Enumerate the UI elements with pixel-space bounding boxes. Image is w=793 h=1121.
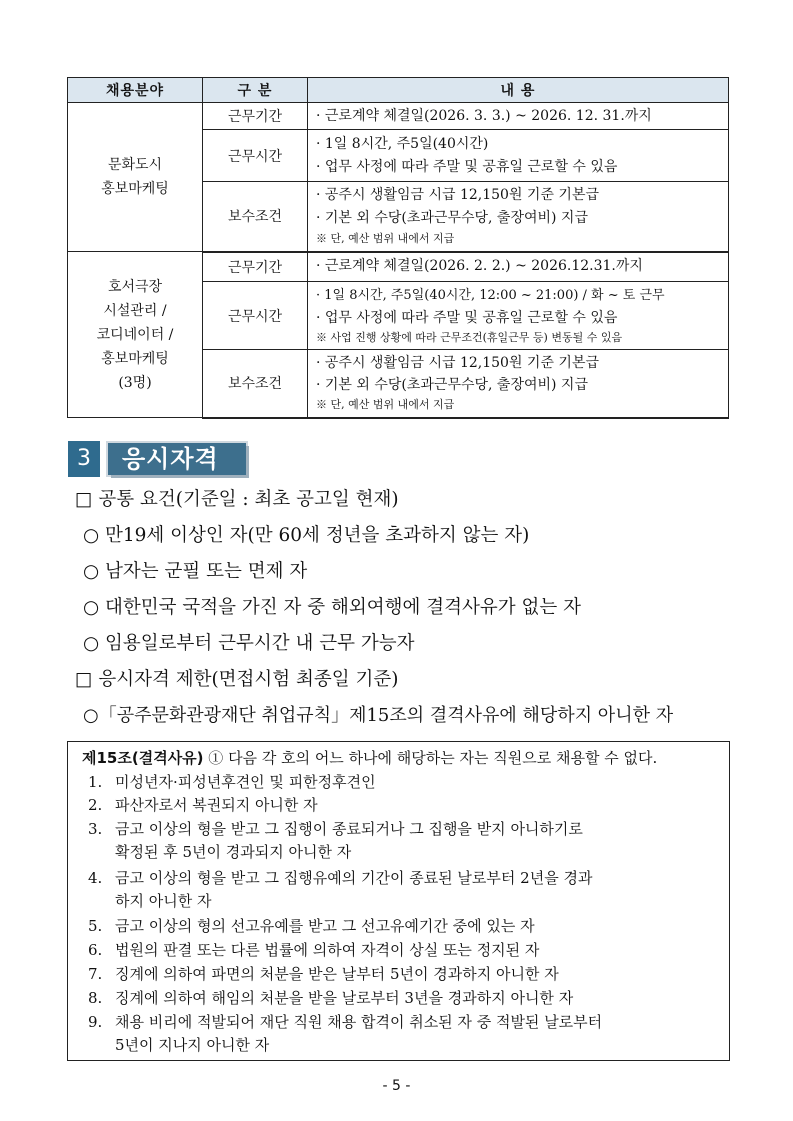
item-number: 9.	[88, 1013, 103, 1031]
field-cell	[68, 252, 203, 418]
article-item	[88, 794, 318, 817]
header-content: 내 용	[308, 78, 729, 103]
field-line: 홍보마케팅	[101, 181, 169, 197]
article-heading	[82, 747, 657, 769]
content-line: · 1일 8시간, 주5일(40시간)	[316, 135, 489, 152]
restriction-item: ○「공주문화관광재단 취업규칙」제15조의 결격사유에 해당하지 아니한 자	[83, 705, 674, 726]
content-note: ※ 단, 예산 범위 내에서 지급	[316, 398, 455, 412]
content-cell	[308, 350, 729, 418]
section-title-box	[106, 441, 248, 477]
item-text: 징계에 의하여 파면의 처분을 받은 날부터 5년이 경과하지 아니한 자	[115, 965, 559, 983]
content-line: · 업무 사정에 따라 주말 및 공휴일 근로할 수 있음	[316, 158, 618, 175]
item-text: 금고 이상의 형을 받고 그 집행이 종료되거나 그 집행을 받지 아니하기로	[115, 820, 583, 838]
item-number: 5.	[88, 917, 103, 935]
item-number: 8.	[88, 989, 103, 1007]
article-item	[88, 987, 573, 1010]
content-line: · 공주시 생활임금 시급 12,150원 기준 기본급	[316, 355, 599, 372]
header-field: 채용분야	[68, 78, 203, 103]
article-item	[88, 1011, 602, 1034]
item-text: 법원의 판결 또는 다른 법률에 의하여 자격이 상실 또는 정지된 자	[115, 941, 540, 959]
item-continuation: 확정된 후 5년이 경과되지 아니한 자	[115, 843, 352, 861]
content-note: ※ 사업 진행 상황에 따라 근무조건(휴일근무 등) 변동될 수 있음	[316, 330, 623, 344]
content-line: · 기본 외 수당(초과근무수당, 출장여비) 지급	[316, 377, 588, 394]
content-note: ※ 단, 예산 범위 내에서 지급	[316, 232, 455, 246]
content-cell	[308, 252, 729, 282]
table-row	[68, 252, 729, 282]
category-cell: 보수조건	[203, 182, 308, 252]
content-line: · 공주시 생활임금 시급 12,150원 기준 기본급	[316, 187, 599, 204]
requirement-item: ○ 만19세 이상인 자(만 60세 정년을 초과하지 않는 자)	[83, 525, 530, 546]
article-box	[67, 741, 730, 1061]
article-item	[88, 939, 539, 962]
content-line: · 근로계약 체결일(2026. 2. 2.) ~ 2026.12.31.까지	[316, 258, 643, 275]
field-line: 코디네이터 /	[96, 326, 174, 343]
item-continuation: 5년이 지나지 아니한 자	[115, 1036, 270, 1054]
content-line: · 근로계약 체결일(2026. 3. 3.) ~ 2026. 12. 31.까지	[316, 107, 652, 124]
item-text: 금고 이상의 형을 받고 그 집행유예의 기간이 종료된 날로부터 2년을 경과	[115, 869, 593, 887]
item-text: 채용 비리에 적발되어 재단 직원 채용 합격이 취소된 자 중 적발된 날로부터	[115, 1013, 603, 1031]
section-number: 3	[68, 441, 100, 477]
field-line: 홍보마케팅	[101, 350, 169, 367]
item-text: 금고 이상의 형의 선고유예를 받고 그 선고유예기간 중에 있는 자	[115, 917, 535, 935]
content-cell	[308, 182, 729, 252]
item-text: 파산자로서 복권되지 아니한 자	[115, 796, 318, 814]
item-continuation: 하지 아니한 자	[115, 892, 212, 910]
requirement-item: ○ 남자는 군필 또는 면제 자	[83, 561, 308, 582]
field-line: 호서극장	[107, 278, 163, 295]
item-number: 7.	[88, 965, 103, 983]
article-item	[88, 963, 559, 986]
category-cell: 근무시간	[203, 282, 308, 350]
article-item	[88, 771, 376, 794]
page-number: - 5 -	[382, 1078, 411, 1094]
requirement-item: ○ 대한민국 국적을 가진 자 중 해외여행에 결격사유가 없는 자	[83, 597, 581, 618]
table-row	[68, 103, 729, 130]
category-cell: 근무시간	[203, 130, 308, 182]
article-title: 제15조(결격사유)	[82, 749, 204, 767]
item-text: 징계에 의하여 해임의 처분을 받을 날로부터 3년을 경과하지 아니한 자	[115, 989, 574, 1007]
category-cell: 근무기간	[203, 252, 308, 282]
content-line: · 업무 사정에 따라 주말 및 공휴일 근로할 수 있음	[316, 309, 618, 326]
recruitment-table	[67, 77, 729, 419]
category-cell: 근무기간	[203, 103, 308, 130]
content-cell	[308, 103, 729, 130]
item-number: 4.	[88, 869, 103, 887]
item-number: 1.	[88, 773, 103, 791]
item-number: 2.	[88, 796, 103, 814]
field-line: 문화도시	[107, 157, 163, 173]
article-item	[88, 867, 592, 890]
common-requirements-heading: □ 공통 요건(기준일 : 최초 공고일 현재)	[75, 489, 399, 510]
table-header-row	[68, 78, 729, 103]
category-cell: 보수조건	[203, 350, 308, 418]
item-number: 6.	[88, 941, 103, 959]
content-line: · 기본 외 수당(초과근무수당, 출장여비) 지급	[316, 210, 588, 227]
content-line: · 1일 8시간, 주5일(40시간, 12:00 ~ 21:00) / 화 ~ 토 근무	[316, 287, 665, 303]
field-line: 시설관리 /	[103, 302, 167, 319]
article-intro: ① 다음 각 호의 어느 하나에 해당하는 자는 직원으로 채용할 수 없다.	[203, 749, 658, 767]
requirement-item: ○ 임용일로부터 근무시간 내 근무 가능자	[83, 633, 415, 654]
field-line: (3명)	[118, 374, 152, 391]
item-number: 3.	[88, 820, 103, 838]
restriction-heading: □ 응시자격 제한(면접시험 최종일 기준)	[75, 669, 399, 690]
content-cell	[308, 130, 729, 182]
field-cell	[68, 103, 203, 252]
section-title: 응시자격	[108, 443, 246, 475]
header-category: 구 분	[203, 78, 308, 103]
article-item	[88, 915, 535, 938]
item-text: 미성년자·피성년후견인 및 피한정후견인	[115, 773, 376, 791]
content-cell	[308, 282, 729, 350]
article-item	[88, 818, 583, 841]
